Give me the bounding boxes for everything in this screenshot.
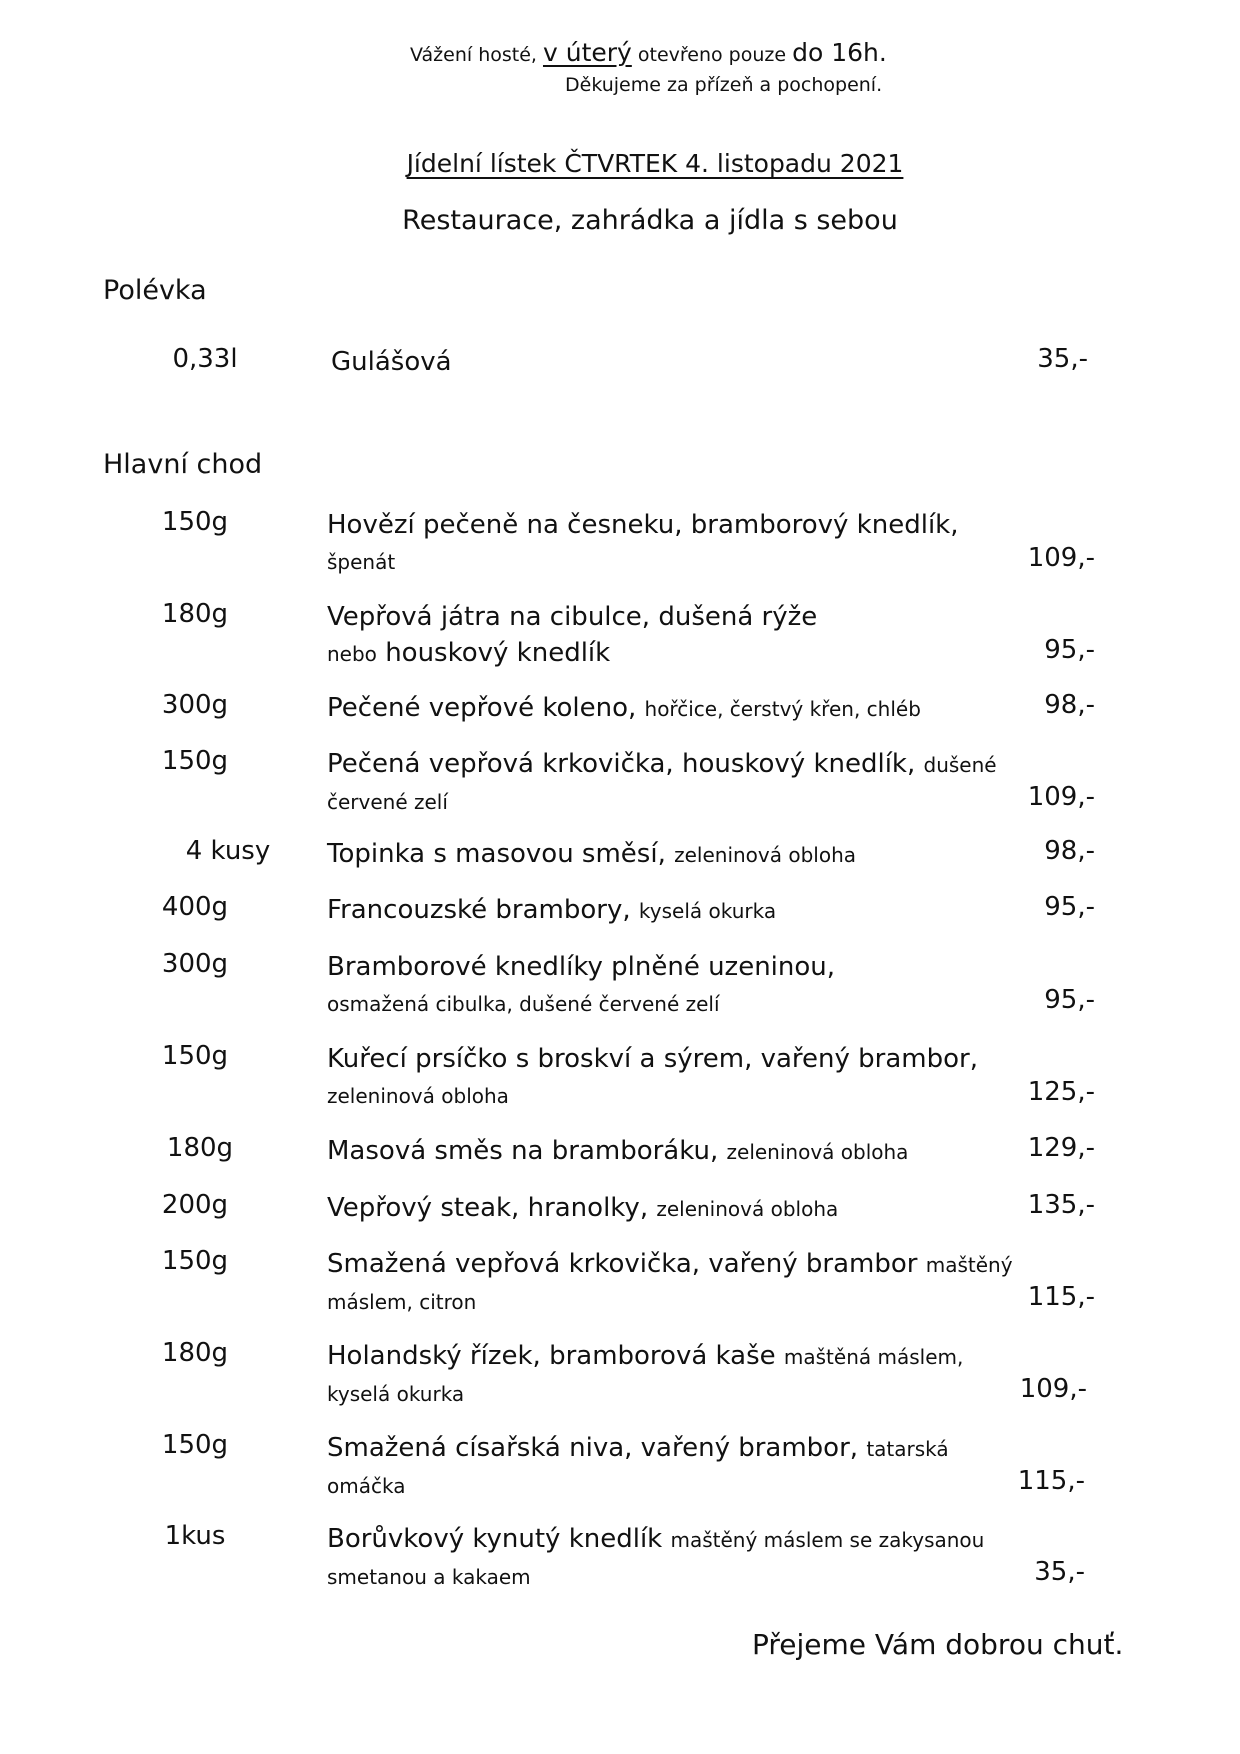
item-quantity: 300g bbox=[161, 690, 229, 720]
closing-wish: Přejeme Vám dobrou chuť. bbox=[752, 1628, 1124, 1661]
notice-open-text: otevřeno pouze bbox=[637, 44, 787, 66]
menu-title: Jídelní lístek ČTVRTEK 4. listopadu 2021 bbox=[406, 149, 904, 178]
item-side: maštěný máslem, citron bbox=[327, 1253, 1013, 1314]
item-name: Hovězí pečeně na česneku, bramborový knedlík, špenát bbox=[327, 510, 959, 574]
item-price: 95,- bbox=[1044, 892, 1095, 922]
notice-day: v úterý bbox=[542, 38, 632, 67]
item-price: 109,- bbox=[1027, 543, 1095, 573]
item-name: Vepřová játra na cibulce, dušená rýže nebo houskový knedlík bbox=[327, 602, 818, 668]
item-price: 109,- bbox=[1027, 782, 1095, 812]
item-name: Pečené vepřové koleno, hořčice, čerstvý křen, chléb bbox=[327, 693, 921, 723]
item-side: hořčice, čerstvý křen, chléb bbox=[644, 697, 921, 721]
menu-subtitle: Restaurace, zahrádka a jídla s sebou bbox=[402, 205, 898, 236]
notice-hours: do 16h. bbox=[792, 38, 887, 67]
item-name: Topinka s masovou směsí, zeleninová obloha bbox=[327, 839, 857, 869]
item-price: 135,- bbox=[1027, 1190, 1095, 1220]
item-name: Francouzské brambory, kyselá okurka bbox=[327, 895, 777, 925]
item-price: 115,- bbox=[1017, 1466, 1085, 1496]
item-side: kyselá okurka bbox=[638, 899, 777, 923]
item-price: 35,- bbox=[1037, 344, 1088, 374]
item-quantity: 150g bbox=[161, 746, 229, 776]
item-price: 125,- bbox=[1027, 1077, 1095, 1107]
item-name: Gulášová bbox=[331, 347, 452, 377]
notice-greeting: Vážení hosté, bbox=[410, 44, 537, 66]
item-side: dušené červené zelí bbox=[327, 753, 997, 814]
item-side: zeleninová obloha bbox=[674, 843, 857, 867]
notice-thanks: Děkujeme za přízeň a pochopení. bbox=[565, 74, 883, 96]
item-price: 95,- bbox=[1044, 635, 1095, 665]
item-name: Borůvkový kynutý knedlík maštěný máslem se zakysanou smetanou a kakaem bbox=[327, 1524, 985, 1589]
item-quantity: 1kus bbox=[164, 1521, 226, 1551]
item-quantity: 180g bbox=[166, 1133, 234, 1163]
item-side: zeleninová obloha bbox=[327, 1084, 509, 1108]
item-price: 95,- bbox=[1044, 985, 1095, 1015]
item-quantity: 0,33l bbox=[172, 344, 238, 374]
item-side: zeleninová obloha bbox=[726, 1140, 909, 1164]
item-price: 35,- bbox=[1034, 1557, 1085, 1587]
item-name: Masová směs na bramboráku, zeleninová obloha bbox=[327, 1136, 909, 1166]
item-side: maštěná máslem, kyselá okurka bbox=[327, 1345, 964, 1406]
section-heading-main: Hlavní chod bbox=[103, 449, 263, 480]
item-name: Pečená vepřová krkovička, houskový knedlík, dušené červené zelí bbox=[327, 749, 997, 814]
item-name: Holandský řízek, bramborová kaše maštěná máslem, kyselá okurka bbox=[327, 1341, 964, 1406]
item-price: 129,- bbox=[1027, 1133, 1095, 1163]
item-name: Vepřový steak, hranolky, zeleninová obloha bbox=[327, 1193, 839, 1223]
item-quantity: 180g bbox=[161, 599, 229, 629]
section-heading-soup: Polévka bbox=[103, 275, 207, 306]
item-price: 98,- bbox=[1044, 690, 1095, 720]
item-name: Kuřecí prsíčko s broskví a sýrem, vařený brambor, zeleninová obloha bbox=[327, 1044, 978, 1108]
item-name: Smažená vepřová krkovička, vařený brambor maštěný máslem, citron bbox=[327, 1249, 1013, 1314]
item-side: maštěný máslem se zakysanou smetanou a kakaem bbox=[327, 1528, 985, 1589]
item-quantity: 150g bbox=[161, 1041, 229, 1071]
item-quantity: 180g bbox=[161, 1338, 229, 1368]
item-quantity: 150g bbox=[161, 507, 229, 537]
item-quantity: 200g bbox=[161, 1190, 229, 1220]
item-quantity: 4 kusy bbox=[185, 836, 271, 866]
item-side: osmažená cibulka, dušené červené zelí bbox=[327, 992, 720, 1016]
item-quantity: 300g bbox=[161, 949, 229, 979]
item-name: Smažená císařská niva, vařený brambor, tatarská omáčka bbox=[327, 1433, 949, 1498]
item-side: tatarská omáčka bbox=[327, 1437, 949, 1498]
item-price: 98,- bbox=[1044, 836, 1095, 866]
item-quantity: 150g bbox=[161, 1246, 229, 1276]
item-name: Bramborové knedlíky plněné uzeninou, osmažená cibulka, dušené červené zelí bbox=[327, 952, 836, 1016]
notice-line-1 bbox=[410, 38, 887, 67]
item-quantity: 150g bbox=[161, 1430, 229, 1460]
item-side: zeleninová obloha bbox=[656, 1197, 839, 1221]
item-side: špenát bbox=[327, 550, 396, 574]
item-price: 109,- bbox=[1019, 1374, 1087, 1404]
item-quantity: 400g bbox=[161, 892, 229, 922]
item-price: 115,- bbox=[1027, 1282, 1095, 1312]
